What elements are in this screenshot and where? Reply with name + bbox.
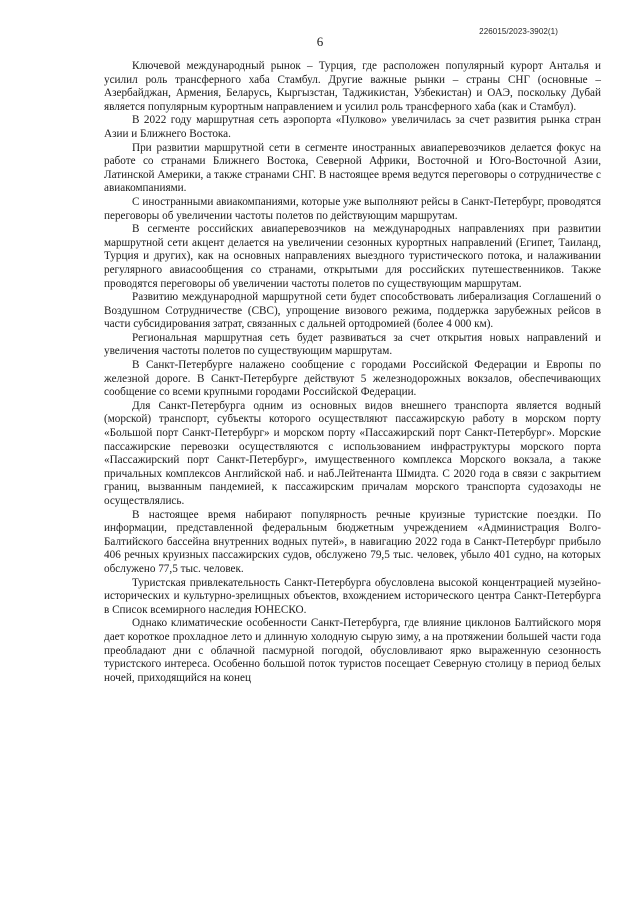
paragraph: Туристская привлекательность Санкт-Петербурга обусловлена высокой концентрацией музейно-исторических и культурно-зрелищных объектов, вхождением исторического центра Санкт-Петербурга в Список всемирного наследия ЮНЕСКО. [104, 576, 601, 616]
paragraph: В Санкт-Петербурге налажено сообщение с городами Российской Федерации и Европы по железной дороге. В Санкт-Петербурге действуют 5 железнодорожных вокзалов, обеспечивающих сообщение со всеми крупными городами Российской Федерации. [104, 359, 601, 399]
paragraph: В 2022 году маршрутная сеть аэропорта «Пулково» увеличилась за счет развития рынка стран Азии и Ближнего Востока. [104, 114, 601, 140]
paragraph: В настоящее время набирают популярность речные круизные туристские поездки. По информации, представленной федеральным бюджетным учреждением «Администрация Волго-Балтийского бассейна внутренних водных путей», в навигацию 2022 года в Санкт-Петербург прибыло 406 речных круизных пассажирских судов, обслужено 79,5 тыс. человек, убыло 401 судно, на которых обслужено 77,5 тыс. человек. [104, 508, 601, 575]
document-body [104, 60, 601, 685]
paragraph: При развитии маршрутной сети в сегменте иностранных авиаперевозчиков делается фокус на работе со странами Ближнего Востока, Северной Африки, Восточной и Юго-Восточной Азии, Латинской Америки, а также странами СНГ. В настоящее время ведутся переговоры о сотрудничестве с авиакомпаниями. [104, 141, 601, 195]
paragraph: С иностранными авиакомпаниями, которые уже выполняют рейсы в Санкт-Петербург, проводятся переговоры об увеличении частоты полетов по действующим маршрутам. [104, 195, 601, 222]
paragraph: Развитию международной маршрутной сети будет способствовать либерализация Соглашений о Воздушном Сотрудничестве (СВС), упрощение визового режима, поддержка зарубежных рейсов в части субсидирования затрат, связанных с дальней ортодромией (более 4 000 км). [104, 291, 601, 331]
paragraph: Ключевой международный рынок – Турция, где расположен популярный курорт Анталья и усилил роль трансферного хаба Стамбул. Другие важные рынки – страны СНГ (основные – Азербайджан, Армения, Беларусь, Кыргызстан, Таджикистан, Узбекистан) и ОАЭ, поскольку Дубай является популярным курортным направлением и усилил роль трансферного хаба (как и Стамбул). [104, 60, 601, 113]
paragraph: В сегменте российских авиаперевозчиков на международных направлениях при развитии маршрутной сети акцент делается на увеличении сезонных курортных направлений (Египет, Таиланд, Турция и других), как на основных направлениях выездного туристического потока, и налаживании регулярного авиасообщения со странами, открытыми для российских путешественников. Также проводятся переговоры об увеличении частоты полетов по существующим маршрутам. [104, 223, 601, 290]
document-id: 226015/2023-3902(1) [479, 27, 558, 36]
paragraph: Региональная маршрутная сеть будет развиваться за счет открытия новых направлений и увеличения частоты полетов по существующим маршрутам. [104, 331, 601, 358]
page-number: 6 [316, 34, 324, 49]
paragraph: Однако климатические особенности Санкт-Петербурга, где влияние циклонов Балтийского моря дает короткое прохладное лето и длинную холодную сырую зиму, а на протяжении большей части года преобладают дни с облачной пасмурной погодой, обусловливают ярко выраженную сезонность туристского интереса. Особенно большой поток туристов посещает Северную столицу в период белых ночей, приходящийся на конец [104, 617, 601, 684]
paragraph: Для Санкт-Петербурга одним из основных видов внешнего транспорта является водный (морской) транспорт, субъекты которого осуществляют пассажирскую работу в морском порту «Большой порт Санкт-Петербург» и морском порту «Пассажирский порт Санкт-Петербург». Морские пассажирские перевозки осуществляются с использованием инфраструктуры морского порта «Пассажирский порт Санкт-Петербург», имущественного комплекса Морского вокзала, а также причальных комплексов Английской наб. и наб.Лейтенанта Шмидта. С 2020 года в связи с закрытием границ, вызванным пандемией, к пассажирским причалам морского транспорта судозаходы не осуществлялись. [104, 399, 601, 507]
